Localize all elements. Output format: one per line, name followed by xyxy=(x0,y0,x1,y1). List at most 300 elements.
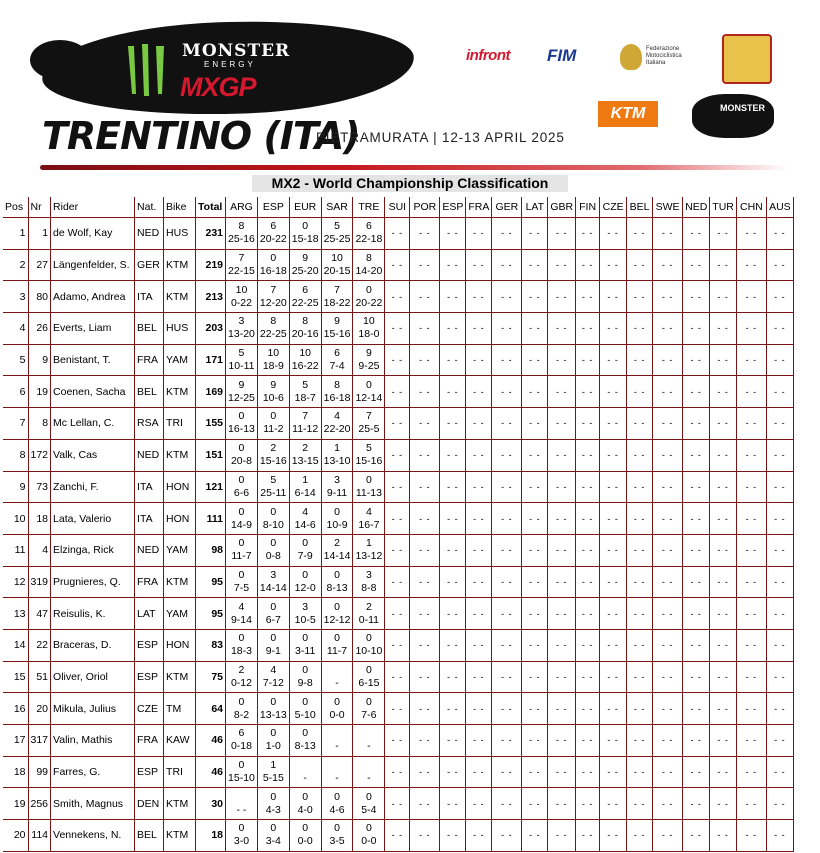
gp-moto-scores: 4-6 xyxy=(329,803,345,816)
gp-moto-scores: 25-11 xyxy=(260,486,287,499)
rider-cell: Everts, Liam xyxy=(51,313,135,345)
rider-cell: Reisulis, K. xyxy=(51,598,135,630)
gp-empty-cell: - - xyxy=(736,408,766,440)
gp-empty-cell: - - xyxy=(736,566,766,598)
bike-cell: HON xyxy=(164,503,196,535)
gp-result-cell xyxy=(257,281,289,313)
gp-moto-scores: 9-25 xyxy=(358,360,380,373)
number-cell: 4 xyxy=(28,534,51,566)
header-divider xyxy=(40,165,788,170)
number-cell: 73 xyxy=(28,471,51,503)
gp-moto-scores: - xyxy=(335,676,339,689)
gp-result-cell xyxy=(226,598,258,630)
gp-points: 0 xyxy=(365,663,372,676)
gp-empty-cell: - - xyxy=(766,344,793,376)
gp-points: 9 xyxy=(270,378,277,391)
gp-empty-cell: - - xyxy=(466,661,492,693)
series-logo: MXGP xyxy=(180,72,256,102)
gp-empty-cell: - - xyxy=(653,471,683,503)
gp-empty-cell: - - xyxy=(410,471,440,503)
gp-empty-cell: - - xyxy=(600,566,627,598)
gp-moto-scores: 22-25 xyxy=(291,296,319,309)
gp-empty-cell: - - xyxy=(492,566,522,598)
nation-cell: FRA xyxy=(135,566,164,598)
column-header: Nr xyxy=(28,197,51,218)
position-cell: 1 xyxy=(3,218,28,250)
gp-empty-cell: - - xyxy=(600,534,627,566)
column-header: CZE xyxy=(600,197,627,218)
gp-moto-scores: 13-13 xyxy=(259,708,287,721)
gp-moto-scores: 5-15 xyxy=(262,772,284,785)
column-header: SWE xyxy=(653,197,683,218)
gp-moto-scores: 3-11 xyxy=(295,645,316,658)
number-cell: 114 xyxy=(28,820,51,852)
gp-moto-scores: 16-18 xyxy=(323,391,351,404)
gp-points: 8 xyxy=(270,315,277,328)
gp-empty-cell: - - xyxy=(710,439,737,471)
gp-points: 7 xyxy=(302,410,309,423)
rider-cell: Benistant, T. xyxy=(51,344,135,376)
gp-points: 0 xyxy=(238,473,245,486)
gp-empty-cell: - - xyxy=(576,598,600,630)
gp-moto-scores: 13-20 xyxy=(228,328,255,341)
nation-cell: BEL xyxy=(135,376,164,408)
gp-empty-cell: - - xyxy=(466,820,492,852)
total-cell: 64 xyxy=(196,693,226,725)
gp-empty-cell: - - xyxy=(548,566,576,598)
gp-result-cell xyxy=(353,756,385,788)
gp-result-cell xyxy=(289,820,321,852)
number-cell: 19 xyxy=(28,376,51,408)
gp-empty-cell: - - xyxy=(385,820,410,852)
gp-empty-cell: - - xyxy=(522,376,548,408)
gp-empty-cell: - - xyxy=(653,629,683,661)
total-cell: 219 xyxy=(196,249,226,281)
gp-empty-cell: - - xyxy=(440,661,466,693)
gp-empty-cell: - - xyxy=(440,344,466,376)
gp-empty-cell: - - xyxy=(627,344,653,376)
gp-empty-cell: - - xyxy=(627,249,653,281)
gp-points: 0 xyxy=(270,822,277,835)
gp-result-cell xyxy=(226,820,258,852)
gp-empty-cell: - - xyxy=(522,344,548,376)
gp-result-cell xyxy=(226,344,258,376)
gp-moto-scores: 18-22 xyxy=(323,296,351,309)
gp-points: 0 xyxy=(302,632,309,645)
gp-result-cell xyxy=(289,629,321,661)
gp-empty-cell: - - xyxy=(710,756,737,788)
gp-result-cell xyxy=(257,534,289,566)
gp-empty-cell: - - xyxy=(576,344,600,376)
total-cell: 30 xyxy=(196,788,226,820)
gp-empty-cell: - - xyxy=(576,376,600,408)
nation-cell: ESP xyxy=(135,629,164,661)
gp-moto-scores: 7-9 xyxy=(297,550,313,563)
gp-result-cell xyxy=(353,629,385,661)
gp-empty-cell: - - xyxy=(683,471,710,503)
gp-empty-cell: - - xyxy=(653,503,683,535)
gp-moto-scores: 15-16 xyxy=(259,455,287,468)
number-cell: 317 xyxy=(28,725,51,757)
gp-moto-scores: 11-2 xyxy=(263,423,284,436)
gp-empty-cell: - - xyxy=(576,788,600,820)
gp-empty-cell: - - xyxy=(440,376,466,408)
gp-moto-scores: 4-3 xyxy=(265,803,281,816)
gp-result-cell xyxy=(289,598,321,630)
column-header: BEL xyxy=(627,197,653,218)
gp-empty-cell: - - xyxy=(736,534,766,566)
gp-moto-scores: 15-10 xyxy=(228,772,255,785)
gp-empty-cell: - - xyxy=(466,693,492,725)
gp-result-cell xyxy=(353,534,385,566)
gp-empty-cell: - - xyxy=(627,471,653,503)
column-header: ESP xyxy=(440,197,466,218)
total-cell: 46 xyxy=(196,756,226,788)
gp-empty-cell: - - xyxy=(548,503,576,535)
gp-moto-scores: 8-2 xyxy=(233,708,250,721)
gp-moto-scores: 18-9 xyxy=(262,360,284,373)
gp-points: 0 xyxy=(334,695,340,708)
gp-result-cell xyxy=(257,376,289,408)
gp-points: 0 xyxy=(238,410,245,423)
gp-moto-scores: 5-10 xyxy=(294,708,316,721)
gp-empty-cell: - - xyxy=(410,693,440,725)
gp-points: 0 xyxy=(365,790,372,803)
gp-moto-scores: 9-1 xyxy=(265,645,281,658)
bike-cell: TRI xyxy=(164,756,196,788)
gp-empty-cell: - - xyxy=(653,756,683,788)
gp-empty-cell: - - xyxy=(736,756,766,788)
gp-empty-cell: - - xyxy=(653,344,683,376)
gp-empty-cell: - - xyxy=(466,471,492,503)
gp-points: 0 xyxy=(302,822,309,835)
gp-result-cell xyxy=(226,725,258,757)
gp-empty-cell: - - xyxy=(548,344,576,376)
nation-cell: FRA xyxy=(135,344,164,376)
rider-cell: Farres, G. xyxy=(51,756,135,788)
table-row xyxy=(3,344,793,376)
gp-moto-scores: 9-11 xyxy=(326,486,348,499)
gp-moto-scores: 14-14 xyxy=(259,581,287,594)
gp-empty-cell: - - xyxy=(576,439,600,471)
gp-empty-cell: - - xyxy=(736,471,766,503)
gp-empty-cell: - - xyxy=(492,788,522,820)
position-cell: 14 xyxy=(3,629,28,661)
gp-empty-cell: - - xyxy=(492,249,522,281)
gp-points: 4 xyxy=(270,663,277,676)
gp-result-cell xyxy=(257,503,289,535)
gp-empty-cell: - - xyxy=(576,661,600,693)
classification-table xyxy=(3,197,794,852)
nation-cell: ITA xyxy=(135,503,164,535)
gp-empty-cell: - - xyxy=(766,788,793,820)
gp-empty-cell: - - xyxy=(410,218,440,250)
gp-empty-cell: - - xyxy=(627,281,653,313)
gp-points: 0 xyxy=(238,537,245,550)
gp-points: 0 xyxy=(334,822,340,835)
gp-empty-cell: - - xyxy=(466,408,492,440)
gp-points: 2 xyxy=(334,537,340,550)
gp-moto-scores: 6-15 xyxy=(358,676,380,689)
table-row xyxy=(3,534,793,566)
gp-empty-cell: - - xyxy=(683,820,710,852)
gp-empty-cell: - - xyxy=(385,661,410,693)
gp-empty-cell: - - xyxy=(710,598,737,630)
gp-moto-scores: 20-22 xyxy=(259,233,287,246)
gp-points: 4 xyxy=(302,505,309,518)
gp-moto-scores: 9-14 xyxy=(230,613,252,626)
position-cell: 11 xyxy=(3,534,28,566)
gp-empty-cell: - - xyxy=(683,598,710,630)
rider-cell: Zanchi, F. xyxy=(51,471,135,503)
number-cell: 256 xyxy=(28,788,51,820)
gp-points: 3 xyxy=(302,600,309,613)
gp-empty-cell: - - xyxy=(736,693,766,725)
gp-moto-scores: 20-15 xyxy=(323,265,351,278)
gp-empty-cell: - - xyxy=(710,788,737,820)
gp-empty-cell: - - xyxy=(736,218,766,250)
gp-empty-cell: - - xyxy=(492,725,522,757)
column-header: Nat. xyxy=(135,197,164,218)
gp-empty-cell: - - xyxy=(548,788,576,820)
gp-empty-cell: - - xyxy=(600,471,627,503)
total-cell: 75 xyxy=(196,661,226,693)
bike-cell: TRI xyxy=(164,408,196,440)
number-cell: 172 xyxy=(28,439,51,471)
gp-empty-cell: - - xyxy=(410,344,440,376)
gp-moto-scores: 3-4 xyxy=(265,835,281,848)
gp-empty-cell: - - xyxy=(548,598,576,630)
gp-points: 6 xyxy=(270,220,277,233)
gp-moto-scores: - - xyxy=(236,803,247,816)
brand-main-logo: MONSTER xyxy=(182,41,291,61)
gp-points: 2 xyxy=(302,442,309,455)
total-cell: 95 xyxy=(196,566,226,598)
gp-empty-cell: - - xyxy=(522,756,548,788)
gp-points: 0 xyxy=(270,790,277,803)
gp-empty-cell: - - xyxy=(385,503,410,535)
table-header-row xyxy=(3,197,793,218)
column-header: Pos xyxy=(3,197,28,218)
gp-empty-cell: - - xyxy=(683,503,710,535)
gp-result-cell xyxy=(289,249,321,281)
gp-moto-scores: 25-5 xyxy=(358,423,380,436)
event-header xyxy=(0,0,820,196)
number-cell: 26 xyxy=(28,313,51,345)
gp-result-cell xyxy=(257,820,289,852)
gp-points: 1 xyxy=(270,759,277,772)
gp-empty-cell: - - xyxy=(410,439,440,471)
gp-moto-scores: 8-10 xyxy=(262,518,284,531)
rider-cell: Braceras, D. xyxy=(51,629,135,661)
table-row xyxy=(3,598,793,630)
gp-moto-scores: 8-13 xyxy=(294,740,316,753)
gp-empty-cell: - - xyxy=(766,471,793,503)
gp-empty-cell: - - xyxy=(522,788,548,820)
gp-empty-cell: - - xyxy=(710,218,737,250)
gp-moto-scores: 0-22 xyxy=(230,296,252,309)
number-cell: 47 xyxy=(28,598,51,630)
gp-empty-cell: - - xyxy=(548,534,576,566)
gp-empty-cell: - - xyxy=(710,313,737,345)
gp-empty-cell: - - xyxy=(385,471,410,503)
gp-moto-scores: 20-16 xyxy=(291,328,319,341)
rider-cell: Prugnieres, Q. xyxy=(51,566,135,598)
gp-result-cell xyxy=(257,439,289,471)
gp-points: 7 xyxy=(365,410,372,423)
column-header: Total xyxy=(196,197,226,218)
gp-empty-cell: - - xyxy=(440,218,466,250)
gp-empty-cell: - - xyxy=(492,693,522,725)
gp-empty-cell: - - xyxy=(600,218,627,250)
gp-empty-cell: - - xyxy=(548,661,576,693)
gp-points xyxy=(355,759,382,772)
gp-result-cell xyxy=(353,566,385,598)
gp-empty-cell: - - xyxy=(736,788,766,820)
gp-points: 0 xyxy=(238,505,245,518)
gp-empty-cell: - - xyxy=(627,534,653,566)
column-header: AUS xyxy=(766,197,793,218)
number-cell: 18 xyxy=(28,503,51,535)
gp-result-cell xyxy=(289,566,321,598)
column-header: ARG xyxy=(226,197,258,218)
gp-result-cell xyxy=(321,313,353,345)
gp-points: 0 xyxy=(334,600,340,613)
gp-result-cell xyxy=(321,661,353,693)
gp-points: 0 xyxy=(302,790,309,803)
gp-moto-scores: 14-20 xyxy=(355,265,383,278)
gp-points: 3 xyxy=(238,315,245,328)
gp-empty-cell: - - xyxy=(410,376,440,408)
gp-empty-cell: - - xyxy=(410,629,440,661)
gp-empty-cell: - - xyxy=(410,788,440,820)
gp-empty-cell: - - xyxy=(440,820,466,852)
gp-empty-cell: - - xyxy=(440,281,466,313)
total-cell: 171 xyxy=(196,344,226,376)
gp-moto-scores: 11-7 xyxy=(231,550,252,563)
gp-empty-cell: - - xyxy=(410,820,440,852)
position-cell: 5 xyxy=(3,344,28,376)
gp-result-cell xyxy=(226,313,258,345)
gp-moto-scores: 14-9 xyxy=(230,518,252,531)
gp-points xyxy=(228,791,255,804)
gp-empty-cell: - - xyxy=(627,661,653,693)
gp-points: 0 xyxy=(334,568,340,581)
gp-empty-cell: - - xyxy=(576,566,600,598)
gp-result-cell xyxy=(226,281,258,313)
number-cell: 319 xyxy=(28,566,51,598)
position-cell: 8 xyxy=(3,439,28,471)
gp-points: 9 xyxy=(238,378,245,391)
gp-empty-cell: - - xyxy=(548,218,576,250)
gp-points: 8 xyxy=(365,252,372,265)
gp-result-cell xyxy=(226,439,258,471)
table-row xyxy=(3,249,793,281)
gp-empty-cell: - - xyxy=(627,693,653,725)
column-header: NED xyxy=(683,197,710,218)
gp-empty-cell: - - xyxy=(766,439,793,471)
gp-empty-cell: - - xyxy=(548,376,576,408)
event-badge-logo xyxy=(722,34,772,84)
gp-empty-cell: - - xyxy=(627,408,653,440)
gp-empty-cell: - - xyxy=(766,693,793,725)
gp-empty-cell: - - xyxy=(385,281,410,313)
gp-result-cell xyxy=(289,788,321,820)
gp-points: 3 xyxy=(334,473,340,486)
gp-points: 9 xyxy=(365,347,372,360)
position-cell: 6 xyxy=(3,376,28,408)
gp-empty-cell: - - xyxy=(736,344,766,376)
nation-cell: ESP xyxy=(135,661,164,693)
gp-result-cell xyxy=(257,788,289,820)
gp-moto-scores: 10-6 xyxy=(262,391,284,404)
gp-empty-cell: - - xyxy=(653,566,683,598)
gp-empty-cell: - - xyxy=(492,820,522,852)
nation-cell: FRA xyxy=(135,725,164,757)
gp-empty-cell: - - xyxy=(440,566,466,598)
gp-result-cell xyxy=(289,661,321,693)
gp-result-cell xyxy=(353,344,385,376)
position-cell: 18 xyxy=(3,756,28,788)
gp-moto-scores: 12-20 xyxy=(259,296,287,309)
gp-points: 10 xyxy=(235,283,248,296)
table-row xyxy=(3,820,793,852)
gp-result-cell xyxy=(321,756,353,788)
position-cell: 7 xyxy=(3,408,28,440)
number-cell: 99 xyxy=(28,756,51,788)
gp-empty-cell: - - xyxy=(627,566,653,598)
gp-empty-cell: - - xyxy=(600,344,627,376)
gp-empty-cell: - - xyxy=(522,313,548,345)
gp-empty-cell: - - xyxy=(492,471,522,503)
gp-empty-cell: - - xyxy=(683,788,710,820)
gp-empty-cell: - - xyxy=(576,471,600,503)
table-row xyxy=(3,693,793,725)
gp-points: 2 xyxy=(238,663,245,676)
gp-empty-cell: - - xyxy=(766,249,793,281)
gp-empty-cell: - - xyxy=(522,439,548,471)
gp-moto-scores: 0-8 xyxy=(265,550,281,563)
gp-points: 4 xyxy=(365,505,372,518)
gp-empty-cell: - - xyxy=(466,788,492,820)
gp-points: 10 xyxy=(363,315,375,328)
gp-points: 9 xyxy=(302,252,309,265)
gp-moto-scores: 10-11 xyxy=(228,360,255,373)
gp-empty-cell: - - xyxy=(548,756,576,788)
gp-empty-cell: - - xyxy=(466,756,492,788)
gp-empty-cell: - - xyxy=(410,756,440,788)
gp-points: 5 xyxy=(365,442,372,455)
gp-moto-scores: 18-7 xyxy=(294,391,316,404)
gp-points: 10 xyxy=(331,252,343,265)
gp-result-cell xyxy=(353,725,385,757)
gp-result-cell xyxy=(321,566,353,598)
gp-points: 0 xyxy=(334,632,340,645)
gp-empty-cell: - - xyxy=(736,629,766,661)
gp-moto-scores: 20-8 xyxy=(230,455,252,468)
gp-points: 2 xyxy=(365,600,372,613)
gp-moto-scores: 14-6 xyxy=(294,518,316,531)
gp-result-cell xyxy=(289,439,321,471)
column-header: LAT xyxy=(522,197,548,218)
gp-result-cell xyxy=(226,218,258,250)
gp-empty-cell: - - xyxy=(492,376,522,408)
gp-points: 0 xyxy=(365,283,372,296)
gp-moto-scores: 0-0 xyxy=(329,708,345,721)
gp-empty-cell: - - xyxy=(627,820,653,852)
gp-moto-scores: 15-18 xyxy=(291,233,319,246)
gp-empty-cell: - - xyxy=(766,566,793,598)
